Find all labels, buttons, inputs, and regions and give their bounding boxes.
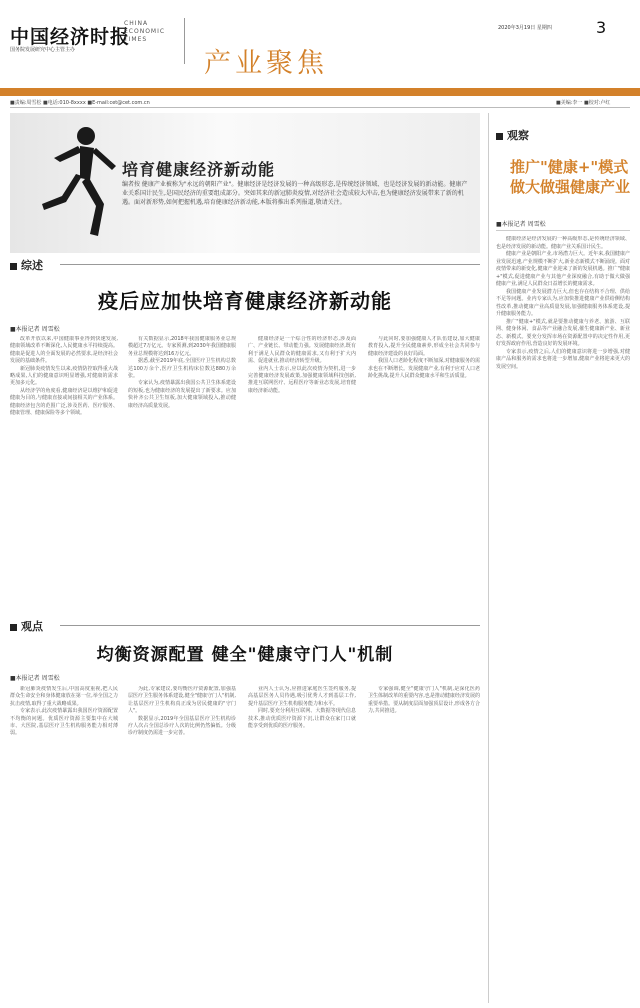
story1-column-1: [10, 336, 118, 608]
page-number: 3: [596, 18, 607, 37]
paragraph: 健康产业是朝阳产业,市场潜力巨大。近年来,我国健康产业发展迅速,产业规模不断扩大,新业态新模式不断涌现。面对疫情带来的新变化,健康产业迎来了新的发展机遇。推广"健康+"模式,促进健康产业与其他产业深度融合,有助于做大做强健康产业,满足人民群众日益增长的健康需求。: [496, 251, 630, 287]
section-title: 产业聚焦: [204, 48, 328, 79]
right-column-body: [496, 236, 630, 1004]
editor-info-right: ■美编:李一 ■校对:卢红: [556, 100, 611, 106]
story1-section-head: [10, 257, 43, 273]
paragraph: 同时,要充分利用互联网、大数据等现代信息技术,推动优质医疗资源下沉,让群众在家门口就能享受到优质的医疗服务。: [248, 708, 356, 730]
paragraph: 为此,专家建议,要均衡医疗资源配置,加强基层医疗卫生服务体系建设,健全"健康守门人"机制,让基层医疗卫生机构真正成为居民健康的"守门人"。: [128, 686, 236, 715]
right-column-head: [496, 127, 529, 143]
story1-headline: 疫后应加快培育健康经济新动能: [98, 289, 392, 313]
story2-column-2: [128, 686, 236, 1002]
paragraph: 专家认为,疫情暴露出我国公共卫生体系建设的短板,也为健康经济的发展提出了新要求。应加快补齐公共卫生短板,加大健康领域投入,推动健康经济高质量发展。: [128, 380, 236, 409]
paragraph: 专家表示,此次疫情暴露出我国医疗资源配置不均衡的问题。优质医疗资源主要集中在大城市、大医院,基层医疗卫生机构服务能力相对薄弱。: [10, 708, 118, 737]
paragraph: 有关数据显示,2018年我国健康服务业总规模超过7万亿元。专家预测,到2030年我国健康服务业总规模将达到16万亿元。: [128, 336, 236, 357]
square-icon: [10, 263, 17, 270]
paragraph: 业内人士表示,应以此次疫情为契机,进一步完善健康经济发展政策,加强健康领域科技创新,推进互联网医疗、远程医疗等新业态发展,培育健康经济新动能。: [248, 365, 356, 394]
divider: [10, 107, 630, 108]
story2-column-4: [368, 686, 480, 1002]
runner-figure: [24, 118, 134, 244]
logo-en-line: CHINA: [124, 20, 149, 27]
paragraph: 与此同时,要加强健康人才队伍建设,加大健康教育投入,提升全民健康素养,形成全社会共同参与健康经济建设的良好局面。: [368, 336, 480, 357]
story2-headline: 均衡资源配置 健全"健康守门人"机制: [96, 645, 394, 665]
paragraph: 我国人口老龄化程度不断加深,对健康服务的需求也在不断增长。发展健康产业,有利于应对人口老龄化挑战,提升人民群众健康水平和生活质量。: [368, 358, 480, 380]
paragraph: 业内人士认为,应推进家庭医生签约服务,提高基层医务人员待遇,吸引优秀人才到基层工作,提升基层医疗卫生机构服务能力和水平。: [248, 686, 356, 707]
right-column-byline: ■本报记者 周雪松: [496, 221, 546, 228]
paragraph: 新冠肺炎疫情发生以来,疫情防控取得重大战略成果,人们的健康意识明显增强,对健康的需求更加多元化。: [10, 365, 118, 387]
logo-en-line: TIMES: [124, 36, 148, 43]
title-line: 做大做强健康产业: [510, 178, 631, 196]
logo-subtitle: 国务院发展研究中心主管主办: [10, 47, 76, 53]
paragraph: 专家强调,健全"健康守门人"机制,是深化医药卫生体制改革的重要内容,也是推动健康经济发展的重要举措。要从制度层面加强顶层设计,形成各方合力,共同推进。: [368, 686, 480, 715]
paragraph: 改革开放以来,中国健康事业得到快速发展,健康领域改革不断深化,人民健康水平持续提高。健康是促进人的全面发展的必然要求,是经济社会发展的基础条件。: [10, 336, 118, 365]
story1-byline: ■本报记者 周雪松: [10, 326, 60, 333]
paragraph: 数据显示,2019年全国基层医疗卫生机构诊疗人次占全国总诊疗人次的比例仍然偏低。分级诊疗制度仍需进一步完善。: [128, 715, 236, 737]
divider: [60, 625, 480, 626]
divider: [60, 264, 480, 265]
story2-section-head: [10, 618, 43, 634]
paragraph: 从经济学的角度看,健康经济是以维护和促进健康为目的,与健康直接或间接相关的产业体系。健康经济包含的范围广泛,涉及医药、医疗服务、健康管理、健康保险等多个领域。: [10, 387, 118, 417]
story2-byline: ■本报记者 周雪松: [10, 675, 60, 682]
newspaper-logo: 中国经济时报: [10, 26, 131, 48]
banner-title: 培育健康经济新动能: [122, 160, 276, 179]
square-icon: [496, 133, 503, 140]
story2-section-label: 观点: [21, 620, 43, 633]
paragraph: 健康经济是经济发展的一种高级形态,是传统经济领域、也是经济发展的新动能。健康产业关系国计民生。: [496, 236, 630, 250]
paragraph: 专家表示,疫情之后,人们的健康意识将进一步增强,对健康产品和服务的需求也将进一步增加,健康产业将迎来更大的发展空间。: [496, 348, 630, 370]
issue-date: 2020年3月19日 星期四: [498, 25, 552, 31]
story1-column-4: [368, 336, 480, 608]
story1-column-2: [128, 336, 236, 608]
logo-en-line: ECONOMIC: [124, 28, 166, 35]
story1-column-3: [248, 336, 356, 608]
masthead-divider: [184, 18, 185, 64]
paragraph: 推广"健康+"模式,就是要推动健康与养老、旅游、互联网、健身休闲、食品等产业融合发展,催生健康新产业、新业态、新模式。要充分发挥市场在资源配置中的决定性作用,更好发挥政府作用,营造良好的发展环境。: [496, 318, 630, 347]
right-column-label: 观察: [507, 129, 529, 142]
paragraph: 新冠肺炎疫情发生后,中国高度重视,把人民群众生命安全和身体健康放在第一位,举全国之力抗击疫情,取得了重大战略成果。: [10, 686, 118, 707]
story1-section-label: 综述: [21, 259, 43, 272]
paragraph: 健康经济是一个综合性的经济形态,涉及面广、产业链长、带动能力强。发展健康经济,既有利于满足人民群众的健康需求,又有利于扩大内需、促进就业,推动经济转型升级。: [248, 336, 356, 365]
masthead-band: [0, 88, 640, 96]
editor-info: ■责编:周雪松 ■电话:010-8xxxx ■E-mail:cet@cet.com.cn: [10, 100, 150, 106]
story2-column-3: [248, 686, 356, 1002]
story2-column-1: [10, 686, 118, 1002]
right-column-title: [510, 157, 630, 197]
divider: [496, 230, 630, 231]
square-icon: [10, 624, 17, 631]
paragraph: 据悉,截至2019年底,全国医疗卫生机构总数达100万余个,医疗卫生机构床位数达880万余张。: [128, 358, 236, 380]
column-divider: [488, 113, 489, 1003]
title-line: 推广"健康+"模式: [510, 158, 629, 176]
paragraph: 我国健康产业发展潜力巨大,但也存在结构不合理、供给不足等问题。业内专家认为,应加快推进健康产业供给侧结构性改革,推动健康产业高质量发展,加强健康服务体系建设,提升健康服务能力。: [496, 288, 630, 317]
banner-intro: 编者按 健康产业被称为"永远的朝阳产业"。健康经济是经济发展的一种高级形态,是传统经济领域、也是经济发展的新动能。健康产业关系国计民生,是国民经济的重要组成部分。突如其来的新冠肺炎疫情,对经济社会造成较大冲击,也为健康经济发展带来了新的机遇。面对新形势,如何把握机遇,培育健康经济新动能,本版将推出系列报道,敬请关注。: [122, 181, 468, 206]
logo-english: [124, 20, 165, 44]
